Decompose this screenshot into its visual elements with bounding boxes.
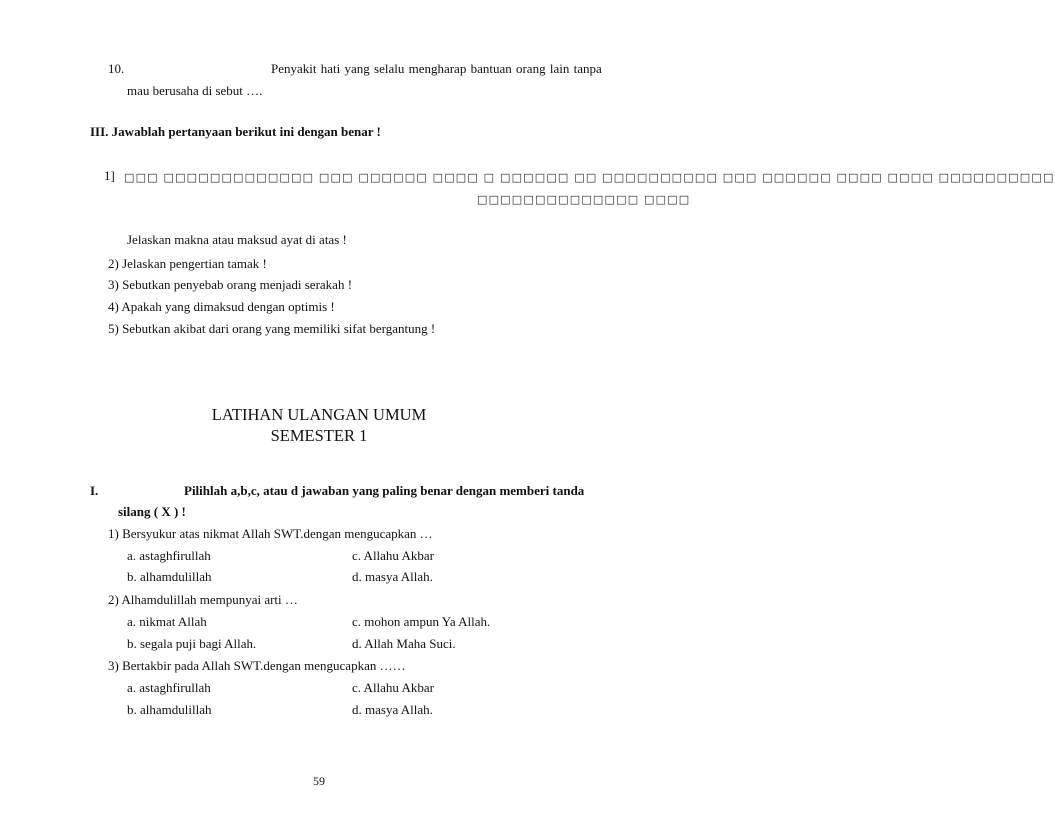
mc-q3-option-b: b. alhamdulillah [127,702,212,717]
exam-title-line2: SEMESTER 1 [270,426,368,445]
item-10-number: 10. [108,61,125,76]
mc-q3-option-c: c. Allahu Akbar [352,680,434,695]
page-number: 59 [313,774,325,788]
mc-q3-option-d: d. masya Allah. [352,702,433,717]
mc-q1-option-c: c. Allahu Akbar [352,548,434,563]
section-3-q1-number: 1] [104,168,115,183]
mc-q2-option-d: d. Allah Maha Suci. [352,636,456,651]
section-1-number: I. [90,483,99,498]
mc-question-2: 2) Alhamdulillah mempunyai arti … [108,592,298,607]
mc-q1-option-a: a. astaghfirullah [127,548,211,563]
mc-q2-option-b: b. segala puji bagi Allah. [127,636,257,651]
mc-q1-option-b: b. alhamdulillah [127,569,212,584]
mc-question-3: 3) Bertakbir pada Allah SWT.dengan mengucapkan …… [108,658,406,673]
mc-question-1: 1) Bersyukur atas nikmat Allah SWT.dengan mengucapkan … [108,526,433,541]
mc-q2-option-c: c. mohon ampun Ya Allah. [352,614,491,629]
section-3-q3: 3) Sebutkan penyebab orang menjadi serakah ! [108,277,353,292]
mc-q3-option-a: a. astaghfirullah [127,680,211,695]
mc-q1-option-d: d. masya Allah. [352,569,433,584]
item-10-text-line2: mau berusaha di sebut …. [127,83,263,98]
arabic-verse-line2: □□□□□□□□□□□□□□ □□□□ [477,193,691,206]
arabic-verse-line1: □□□ □□□□□□□□□□□□□ □□□ □□□□□□ □□□□ □ □□□□□□ □□ □□□□□□□□□□ □□□ □□□□□□ □□□□ □□□□ □□□□□□□□□□ [124,171,1055,184]
section-3-q2: 2) Jelaskan pengertian tamak ! [108,256,267,271]
section-1-instruction-line2: silang ( X ) ! [118,504,186,519]
mc-q2-option-a: a. nikmat Allah [127,614,207,629]
section-3-q4: 4) Apakah yang dimaksud dengan optimis ! [108,299,335,314]
section-3-heading: III. Jawablah pertanyaan berikut ini dengan benar ! [90,124,381,139]
section-1-instruction-line1: Pilihlah a,b,c, atau d jawaban yang paling benar dengan memberi tanda [184,483,585,498]
item-10-text-line1: Penyakit hati yang selalu mengharap bantuan orang lain tanpa [271,61,602,76]
exam-title-line1: LATIHAN ULANGAN UMUM [211,405,427,424]
section-3-q5: 5) Sebutkan akibat dari orang yang memiliki sifat bergantung ! [108,321,436,336]
section-3-q1-text: Jelaskan makna atau maksud ayat di atas ! [127,232,347,247]
